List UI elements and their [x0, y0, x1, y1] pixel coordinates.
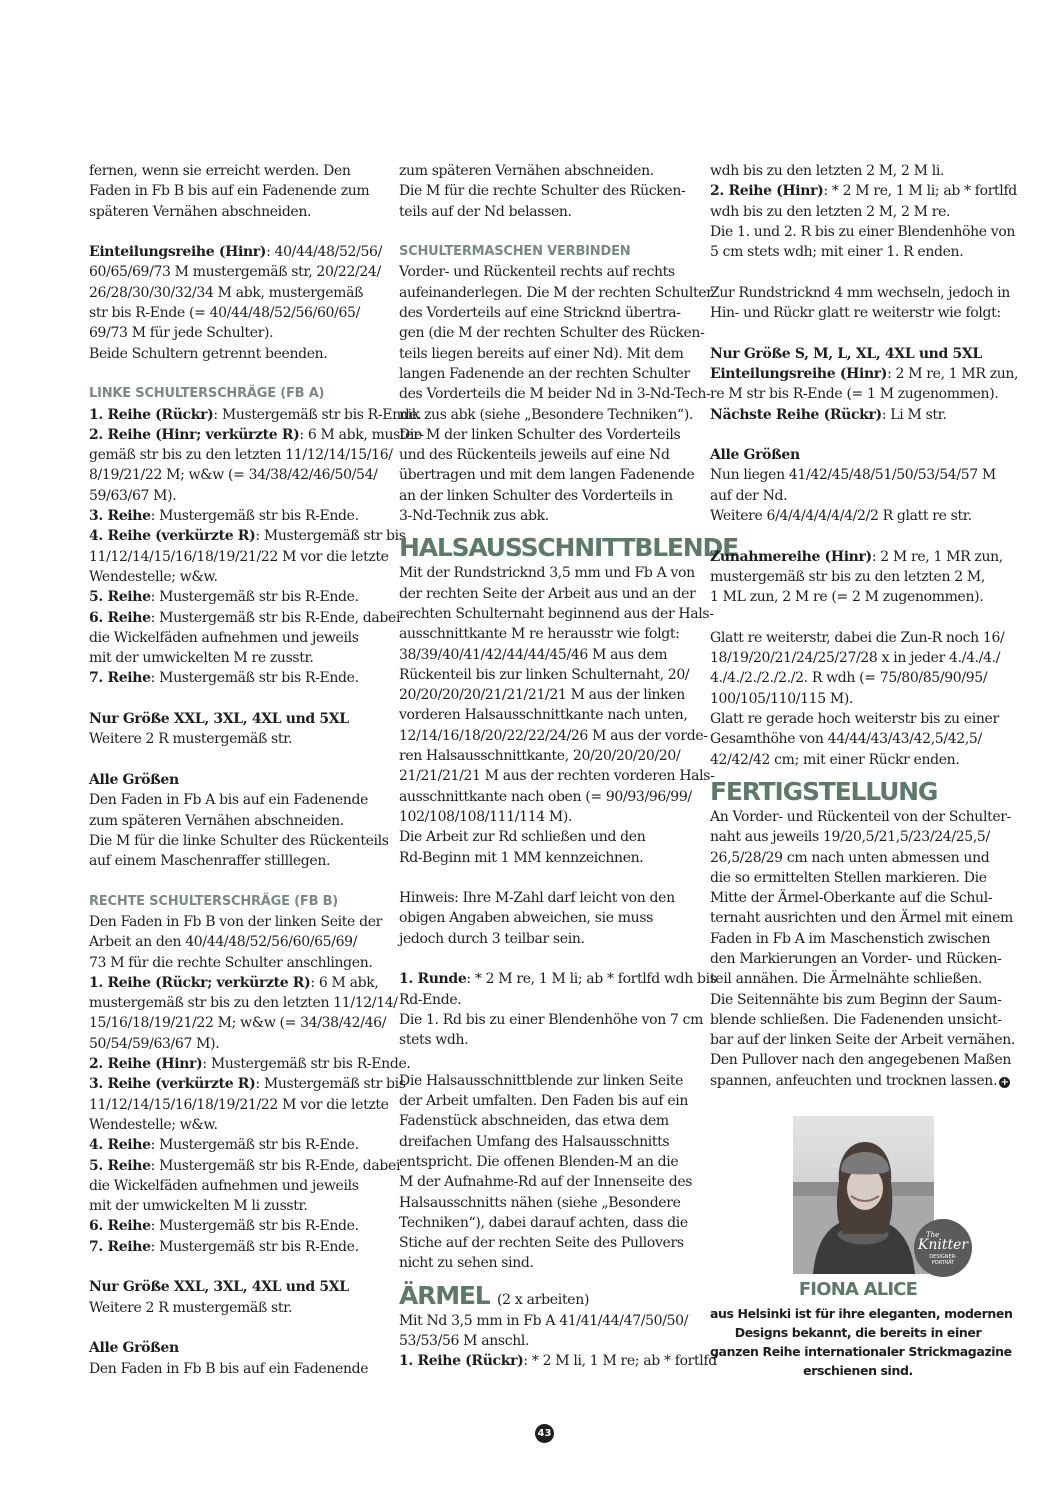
- text-line: 4./4./2./2./2./2. R wdh (= 75/80/85/90/95/: [710, 670, 988, 687]
- text-line: 3-Nd-Technik zus abk.: [399, 508, 549, 525]
- text-line: Die M der linken Schulter des Vorderteils: [399, 426, 681, 443]
- text-line: wdh bis zu den letzten 2 M, 2 M re.: [710, 203, 951, 220]
- text-line: Beide Schultern getrennt beenden.: [89, 345, 328, 362]
- text-line: Rd-Ende.: [399, 991, 462, 1008]
- designer-bio-line: erschienen sind.: [803, 1363, 913, 1378]
- designer-bio-line: aus Helsinki ist für ihre eleganten, modernen: [710, 1306, 1013, 1321]
- subheading-join-shoulders: SCHULTERMASCHEN VERBINDEN: [399, 244, 631, 260]
- text-line: 59/63/67 M).: [89, 487, 177, 504]
- paragraph: [89, 993, 398, 1054]
- text-line: bar auf der linken Seite der Arbeit vernähen.: [710, 1032, 1016, 1049]
- paragraph: [89, 1176, 385, 1217]
- text-line: 102/108/108/111/114 M).: [399, 808, 573, 825]
- label-bold: Einteilungsreihe (Hinr): [89, 244, 267, 261]
- text-line: Hinweis: Ihre M-Zahl darf leicht von den: [399, 890, 675, 907]
- text-line: Den Faden in Fb A bis auf ein Fadenende: [89, 792, 369, 809]
- column-2: zum späteren Vernähen abschneiden. Die M für die rechte Schulter des Rücken- teils auf der Nd belassen. SCHULTERMASCHEN VERBINDEN Vorder- und Rückenteil rechts auf rechts aufeinanderlegen. Die M der rechten Schulter des Vorderteils auf eine Stricknd übertra- gen (die M der rechten Schulter des Rücken- teils liegen bereits auf einer Nd). Mit dem langen Fadenende an der rechten Schulter des Vorderteils die M beider Nd in 3-Nd-Tech- nik zus abk (siehe „Besondere Techniken“). Die M der linken Schulter des Vorderteils und des Rückenteils jeweils auf eine Nd übertragen und mit dem langen Fadenende an der linken Schulter des Vorderteils in 3-Nd-Technik zus abk. HALSAUSSCHNITTBLENDE Mit der Rundstricknd 3,5 mm und Fb A von der rechten Seite der Arbeit aus und an der rechten Schulternaht beginnend aus der Hals- ausschnittkante M re herausstr wie folgt: 38/39/40/41/42/44/44/45/46 M aus dem Rückenteil bis zur linken Schulternaht, 20/ 20/20/20/20/21/21/21/21 M aus der linken vorderen Halsausschnittkante nach unten, 12/14/16/18/20/22/22/24/26 M aus der vorde- ren Halsausschnittkante, 20/20/20/20/20/ 21/21/21/21 M aus der rechten vorderen Hals- ausschnittkante nach oben (= 90/93/96/99/ 102/108/108/111/114 M). Die Arbeit zur Rd schließen und den Rd-Beginn mit 1 MM kennzeichnen. Hinweis: Ihre M-Zahl darf leicht von den obigen Angaben abweichen, sie muss jedoch durch 3 teilbar sein. 1. Runde: * 2 M re, 1 M li; ab * fortlfd wdh bis Rd-Ende. Die 1. Rd bis zu einer Blendenhöhe von 7 cm stets wdh. Die Halsausschnittblende zur linken Seite der Arbeit umfalten. Den Faden bis auf ein Fadenstück abschneiden, das etwa dem dreifachen Umfang des Halsausschnitts entspricht. Die offenen Blenden-M an die M der Aufnahme-Rd auf der Innenseite des Halsausschnitts nähen (siehe „Besondere Techniken“), dabei darauf achten, dass die Stiche auf der rechten Seite des Pullovers nicht zu sehen sind. ÄRMEL (2 x arbeiten) Mit Nd 3,5 mm in Fb A 41/41/44/47/50/50/ 53/53/56 M anschl. 1. Reihe (Rückr): * 2 M li, 1 M re; ab * fortlfd: [399, 163, 738, 1370]
- paragraph-line: Einteilungsreihe (Hinr): 40/44/48/52/56/: [89, 244, 382, 261]
- text-line: Mit Nd 3,5 mm in Fb A 41/41/44/47/50/50/: [399, 1312, 689, 1329]
- text-line: wdh bis zu den letzten 2 M, 2 M li.: [710, 163, 945, 179]
- text-line: an der linken Schulter des Vorderteils in: [399, 487, 673, 504]
- text-line: 18/19/20/21/24/25/27/28 x in jeder 4./4./4./: [710, 650, 1001, 667]
- text-line: Glatt re gerade hoch weiterstr bis zu einer: [710, 711, 999, 728]
- subheading-left-shoulder: LINKE SCHULTERSCHRÄGE (FB A): [89, 386, 325, 402]
- paragraph: [399, 888, 695, 949]
- text-line: Mitte der Ärmel-Oberkante auf die Schul-: [710, 890, 993, 907]
- text-line: blende schließen. Die Fadenenden unsicht-: [710, 1011, 1002, 1028]
- paragraph: [710, 465, 1006, 526]
- paragraph: [710, 161, 1006, 181]
- text-line: Techniken“), dabei darauf achten, dass die: [399, 1214, 688, 1231]
- text-line: gemäß str bis zu den letzten 11/12/14/15/16/: [89, 447, 393, 464]
- text-line: stets wdh.: [399, 1032, 469, 1049]
- text-line: Die M für die linke Schulter des Rückenteils: [89, 832, 389, 849]
- size-heading: Alle Größen: [89, 771, 179, 788]
- text-line: 11/12/14/15/16/18/19/21/22 M vor die letzte: [89, 548, 389, 565]
- section-heading-sleeves: ÄRMEL (2 x arbeiten): [399, 1280, 590, 1310]
- text-line: 1 ML zun, 2 M re (= 2 M zugenommen).: [710, 589, 984, 606]
- text-line: Die Halsausschnittblende zur linken Seite: [399, 1072, 684, 1089]
- paragraph: [710, 567, 1006, 608]
- text-line: Den Faden in Fb B von der linken Seite der: [89, 913, 382, 930]
- text-line: Fadenstück abschneiden, das etwa dem: [399, 1113, 669, 1130]
- text-line: 69/73 M für jede Schulter).: [89, 325, 274, 342]
- text-line: nik zus abk (siehe „Besondere Techniken“).: [399, 406, 694, 423]
- text-line: 42/42/42 cm; mit einer Rückr enden.: [710, 751, 960, 768]
- designer-bio-line: Designs bekannt, die bereits in einer: [734, 1325, 982, 1340]
- text-line: nicht zu sehen sind.: [399, 1255, 534, 1272]
- text-line: 8/19/21/22 M; w&w (= 34/38/42/46/50/54/: [89, 467, 378, 484]
- text-line: 15/16/18/19/21/22 M; w&w (= 34/38/42/46/: [89, 1015, 387, 1032]
- text-line: 73 M für die rechte Schulter anschlingen.: [89, 954, 373, 971]
- text-line: 26,5/28/29 cm nach unten abmessen und: [710, 849, 990, 866]
- text-line: Die M für die rechte Schulter des Rücken-: [399, 183, 686, 200]
- text-line: mit der umwickelten M re zusstr.: [89, 650, 314, 667]
- paragraph: [710, 283, 1010, 324]
- svg-text:The: The: [926, 1231, 940, 1239]
- paragraph: [399, 262, 713, 526]
- text-line: dreifachen Umfang des Halsausschnitts: [399, 1133, 670, 1150]
- text-line: übertragen und mit dem langen Fadenende: [399, 467, 695, 484]
- text-line: Wendestelle; w&w.: [89, 568, 218, 585]
- size-heading: Nur Größe XXL, 3XL, 4XL und 5XL: [89, 1279, 349, 1296]
- text-line: den Markierungen an Vorder- und Rücken-: [710, 950, 1002, 967]
- text-line: langen Fadenende an der rechten Schulter: [399, 365, 690, 382]
- text-line: auf einem Maschenraffer stilllegen.: [89, 853, 331, 870]
- svg-text:DESIGNER-: DESIGNER-: [929, 1254, 957, 1260]
- subheading-right-shoulder: RECHTE SCHULTERSCHRÄGE (FB B): [89, 893, 339, 909]
- text-line: fernen, wenn sie erreicht werden. Den: [89, 163, 351, 179]
- text-line: rechten Schulternaht beginnend aus der Hals-: [399, 605, 714, 622]
- text-line: mustergemäß str bis zu den letzten 2 M,: [710, 568, 985, 585]
- text-line: 12/14/16/18/20/22/22/24/26 M aus der vorde-: [399, 727, 708, 744]
- text-line: Glatt re weiterstr, dabei die Zun-R noch 16/: [710, 629, 1005, 646]
- section-heading-neckband: HALSAUSSCHNITTBLENDE: [399, 533, 738, 563]
- paragraph: [89, 628, 385, 669]
- text-line: 5 cm stets wdh; mit einer 1. R enden.: [710, 244, 964, 261]
- page-number: 43: [535, 1424, 554, 1443]
- text-line: teils auf der Nd belassen.: [399, 203, 572, 220]
- text-line: 60/65/69/73 M mustergemäß str, 20/22/24/: [89, 264, 381, 281]
- text-line: ternaht ausrichten und den Ärmel mit einem: [710, 910, 1013, 927]
- text-line: des Vorderteils die M beider Nd in 3-Nd-Tech-: [399, 386, 711, 403]
- text-line: mit der umwickelten M li zusstr.: [89, 1198, 308, 1215]
- text-line: der Arbeit umfalten. Den Faden bis auf ein: [399, 1093, 689, 1110]
- text-line: re M str bis R-Ende (= 1 M zugenommen).: [710, 386, 999, 403]
- text-line: der rechten Seite der Arbeit aus und an der: [399, 585, 696, 602]
- paragraph: [399, 563, 715, 867]
- text-line: An Vorder- und Rückenteil von der Schulter-: [710, 808, 1012, 825]
- end-of-pattern-icon: +: [1000, 1076, 1009, 1088]
- the-knitter-designer-portrait-logo: [913, 1218, 973, 1278]
- text-line: zum späteren Vernähen abschneiden.: [399, 163, 654, 179]
- text-line: Rückenteil bis zur linken Schulternaht, 20/: [399, 666, 690, 683]
- paragraph: [89, 1095, 389, 1136]
- text-line: ausschnittkante M re herausstr wie folgt:: [399, 626, 680, 643]
- text-line: Faden in Fb B bis auf ein Fadenende zum: [89, 183, 370, 200]
- text-line: Hin- und Rückr glatt re weiterstr wie folgt:: [710, 305, 1001, 322]
- text-line: teil annähen. Die Ärmelnähte schließen.: [710, 971, 983, 988]
- text-line: Wendestelle; w&w.: [89, 1116, 218, 1133]
- text-line: späteren Vernähen abschneiden.: [89, 203, 312, 220]
- paragraph: [89, 912, 385, 973]
- text-line: str bis R-Ende (= 40/44/48/52/56/60/65/: [89, 305, 360, 322]
- text-line: auf der Nd.: [710, 487, 788, 504]
- text-line: Die Seitennähte bis zum Beginn der Saum-: [710, 991, 1002, 1008]
- text-line: obigen Angaben abweichen, sie muss: [399, 910, 654, 927]
- text-line: naht aus jeweils 19/20,5/21,5/23/24/25,5/: [710, 829, 990, 846]
- text-line: Vorder- und Rückenteil rechts auf rechts: [399, 264, 675, 281]
- paragraph: [399, 161, 695, 222]
- text-line: mustergemäß str bis zu den letzten 11/12/14/: [89, 995, 398, 1012]
- text-line: jedoch durch 3 teilbar sein.: [399, 930, 585, 947]
- text-line: Stiche auf der rechten Seite des Pullovers: [399, 1235, 684, 1252]
- paragraph: [89, 161, 385, 222]
- text-line: 20/20/20/20/21/21/21/21 M aus der linken: [399, 687, 685, 704]
- text-line: 50/54/59/63/67 M).: [89, 1035, 220, 1052]
- text-line: Die Arbeit zur Rd schließen und den: [399, 829, 646, 846]
- paragraph: [710, 807, 1016, 1071]
- text-line: entspricht. Die offenen Blenden-M an die: [399, 1153, 679, 1170]
- size-heading: Alle Größen: [710, 447, 800, 464]
- paragraph: [399, 990, 704, 1051]
- svg-text:Knitter: Knitter: [917, 1237, 969, 1253]
- paragraph: [89, 790, 389, 871]
- text-line: Die 1. und 2. R bis zu einer Blendenhöhe von: [710, 223, 1016, 240]
- designer-name: FIONA ALICE: [798, 1279, 918, 1300]
- text-line: 21/21/21/21 M aus der rechten vorderen Hals-: [399, 768, 715, 785]
- text-line: Arbeit an den 40/44/48/52/56/60/65/69/: [89, 934, 358, 951]
- text-line: 11/12/14/15/16/18/19/21/22 M vor die letzte: [89, 1096, 389, 1113]
- text-line: 26/28/30/30/32/34 M abk, mustergemäß: [89, 284, 364, 301]
- column-1: fernen, wenn sie erreicht werden. Den Faden in Fb B bis auf ein Fadenende zum späteren Vernähen abschneiden. Einteilungsreihe (Hinr): 40/44/48/52/56/ 60/65/69/73 M mustergemäß str, 20/22/24/ 26/28/30/30/32/34 M abk, mustergemäß str bis R-Ende (= 40/44/48/52/56/60/65/ 69/73 M für jede Schulter). Beide Schultern getrennt beenden. LINKE SCHULTERSCHRÄGE (FB A) 1. Reihe (Rückr): Mustergemäß str bis R-Ende. 2. Reihe (Hinr; verkürzte R): 6 M abk, muster- gemäß str bis zu den letzten 11/12/14/15/16/ 8/19/21/22 M; w&w (= 34/38/42/46/50/54/ 59/63/67 M). 3. Reihe: Mustergemäß str bis R-Ende. 4. Reihe (verkürzte R): Mustergemäß str bis 11/12/14/15/16/18/19/21/22 M vor die letzte Wendestelle; w&w. 5. Reihe: Mustergemäß str bis R-Ende. 6. Reihe: Mustergemäß str bis R-Ende, dabei die Wickelfäden aufnehmen und jeweils mit der umwickelten M re zusstr. 7. Reihe: Mustergemäß str bis R-Ende. Nur Größe XXL, 3XL, 4XL und 5XL Weitere 2 R mustergemäß str. Alle Größen Den Faden in Fb A bis auf ein Fadenende zum späteren Vernähen abschneiden. Die M für die linke Schulter des Rückenteils auf einem Maschenraffer stilllegen. RECHTE SCHULTERSCHRÄGE (FB B) Den Faden in Fb B von der linken Seite der Arbeit an den 40/44/48/52/56/60/65/69/ 73 M für die rechte Schulter anschlingen. 1. Reihe (Rückr; verkürzte R): 6 M abk, mustergemäß str bis zu den letzten 11/12/14/ 15/16/18/19/21/22 M; w&w (= 34/38/42/46/ 50/54/59/63/67 M). 2. Reihe (Hinr): Mustergemäß str bis R-Ende. 3. Reihe (verkürzte R): Mustergemäß str bis 11/12/14/15/16/18/19/21/22 M vor die letzte Wendestelle; w&w. 4. Reihe: Mustergemäß str bis R-Ende. 5. Reihe: Mustergemäß str bis R-Ende, dabei die Wickelfäden aufnehmen und jeweils mit der umwickelten M li zusstr. 6. Reihe: Mustergemäß str bis R-Ende. 7. Reihe: Mustergemäß str bis R-Ende. Nur Größe XXL, 3XL, 4XL und 5XL Weitere 2 R mustergemäß str. Alle Größen Den Faden in Fb B bis auf ein Fadenende: [89, 163, 424, 1377]
- designer-bio: [710, 1304, 1013, 1380]
- text-line: Den Pullover nach den angegebenen Maßen: [710, 1052, 1012, 1069]
- text-line: teils liegen bereits auf einer Nd). Mit dem: [399, 345, 684, 362]
- size-heading: Nur Größe S, M, L, XL, 4XL und 5XL: [710, 345, 982, 362]
- paragraph: [89, 262, 385, 363]
- text-line: 100/105/110/115 M).: [710, 690, 854, 707]
- paragraph: [710, 384, 1006, 404]
- text-line: ausschnittkante nach oben (= 90/93/96/99/: [399, 788, 692, 805]
- text-line: Zur Rundstricknd 4 mm wechseln, jedoch in: [710, 284, 1010, 301]
- paragraph: [399, 1311, 695, 1352]
- svg-text:PORTRÄT: PORTRÄT: [931, 1260, 955, 1266]
- text-line: Faden in Fb A im Maschenstich zwischen: [710, 930, 991, 947]
- text-line: des Vorderteils auf eine Stricknd übertra-: [399, 305, 681, 322]
- paragraph: [710, 628, 1006, 770]
- text-line: M der Aufnahme-Rd auf der Innenseite des: [399, 1174, 693, 1191]
- text-line: Rd-Beginn mit 1 MM kennzeichnen.: [399, 849, 644, 866]
- designer-bio-line: ganzen Reihe internationaler Strickmagazine: [710, 1344, 1012, 1359]
- text-line: vorderen Halsausschnittkante nach unten,: [399, 707, 688, 724]
- text-line: ren Halsausschnittkante, 20/20/20/20/20/: [399, 748, 681, 765]
- text-line: Halsausschnitts nähen (siehe „Besondere: [399, 1194, 681, 1211]
- text-line: Die 1. Rd bis zu einer Blendenhöhe von 7 cm: [399, 1011, 704, 1028]
- text-line: 38/39/40/41/42/44/44/45/46 M aus dem: [399, 646, 668, 663]
- paragraph: [89, 547, 389, 588]
- text-line: die so ermittelten Stellen markieren. Die: [710, 869, 987, 886]
- text-line: die Wickelfäden aufnehmen und jeweils: [89, 1177, 359, 1194]
- text-line: 53/53/56 M anschl.: [399, 1333, 530, 1350]
- paragraph: [89, 445, 393, 506]
- text-line: Weitere 6/4/4/4/4/4/4/2/2 R glatt re str.: [710, 508, 972, 525]
- paragraph: [399, 1071, 695, 1274]
- text-line: Gesamthöhe von 44/44/43/43/42,5/42,5/: [710, 731, 982, 748]
- text-line: aufeinanderlegen. Die M der rechten Schulter: [399, 284, 713, 301]
- size-heading: Alle Größen: [89, 1340, 179, 1357]
- text-line: zum späteren Vernähen abschneiden.: [89, 812, 344, 829]
- paragraph: [710, 202, 1016, 263]
- text-line: gen (die M der rechten Schulter des Rücken-: [399, 325, 705, 342]
- column-3: wdh bis zu den letzten 2 M, 2 M li. 2. Reihe (Hinr): * 2 M re, 1 M li; ab * fortlfd wdh bis zu den letzten 2 M, 2 M re. Die 1. und 2. R bis zu einer Blendenhöhe von 5 cm stets wdh; mit einer 1. R enden. Zur Rundstricknd 4 mm wechseln, jedoch in Hin- und Rückr glatt re weiterstr wie folgt: Nur Größe S, M, L, XL, 4XL und 5XL Einteilungsreihe (Hinr): 2 M re, 1 MR zun, re M str bis R-Ende (= 1 M zugenommen). Nächste Reihe (Rückr): Li M str. Alle Größen Nun liegen 41/42/45/48/51/50/53/54/57 M auf der Nd. Weitere 6/4/4/4/4/4/4/2/2 R glatt re str. Zunahmereihe (Hinr): 2 M re, 1 MR zun, mustergemäß str bis zu den letzten 2 M, 1 ML zun, 2 M re (= 2 M zugenommen). Glatt re weiterstr, dabei die Zun-R noch 16/ 18/19/20/21/24/25/27/28 x in jeder 4./4./4./ 4./4./2./2./2./2. R wdh (= 75/80/85/90/95/ 100/105/110/115 M). Glatt re gerade hoch weiterstr bis zu einer Gesamthöhe von 44/44/43/43/42,5/42,5/ 42/42/42 cm; mit einer Rückr enden. FERTIGSTELLUNG An Vorder- und Rückenteil von der Schulter- naht aus jeweils 19/20,5/21,5/23/24/25,5/ 26,5/28/29 cm nach unten abmessen und die so ermittelten Stellen markieren. Die Mitte der Ärmel-Oberkante auf die Schul- ternaht ausrichten und den Ärmel mit einem Faden in Fb A im Maschenstich zwischen den Markierungen an Vorder- und Rücken- teil annähen. Die Ärmelnähte schließen. Die Seitennähte bis zum Beginn der Saum- blende schließen. Die Fadenenden unsicht- bar auf der linken Seite der Arbeit vernähen. Den Pullover nach den angegebenen Maßen spannen, anfeuchten und trocknen lassen. +: [710, 163, 1019, 1089]
- text-line: und des Rückenteils jeweils auf eine Nd: [399, 447, 670, 464]
- text-line: die Wickelfäden aufnehmen und jeweils: [89, 629, 359, 646]
- size-heading: Nur Größe XXL, 3XL, 4XL und 5XL: [89, 711, 349, 728]
- text-line: Mit der Rundstricknd 3,5 mm und Fb A von: [399, 565, 695, 582]
- text-line: Nun liegen 41/42/45/48/51/50/53/54/57 M: [710, 467, 996, 484]
- section-heading-finishing: FERTIGSTELLUNG: [710, 776, 938, 806]
